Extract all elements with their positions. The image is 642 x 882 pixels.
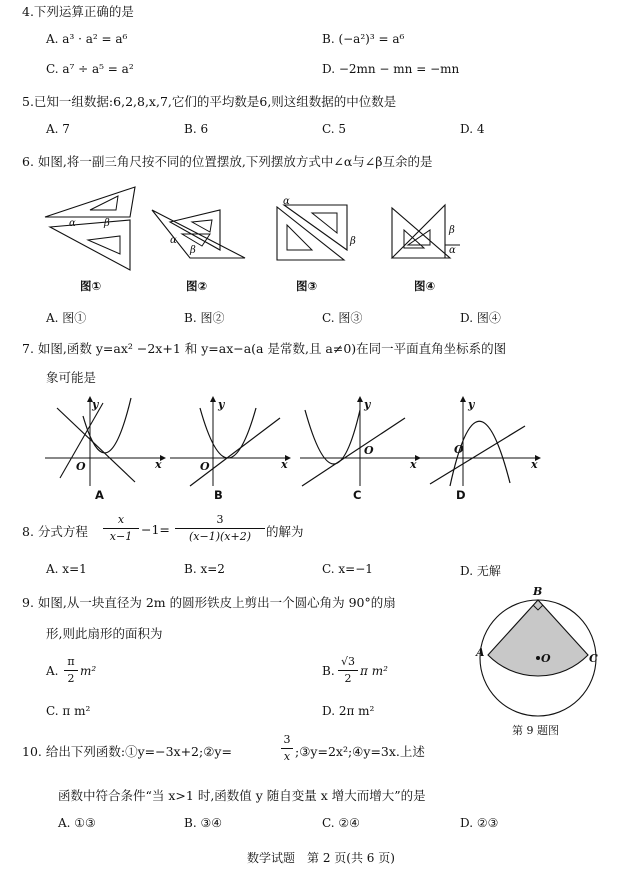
q7-graph-c-label: C xyxy=(353,488,362,502)
q8-frac2-num: 3 xyxy=(216,513,224,526)
q8-frac2-bar xyxy=(175,528,265,529)
q6-fig3-beta: β xyxy=(350,236,356,247)
q9-figure xyxy=(478,598,598,718)
q8-frac2-den: (x−1)(x+2) xyxy=(188,530,251,543)
q6-fig2-beta: β xyxy=(190,245,196,256)
q9-fig-label-c: C xyxy=(589,652,598,665)
q7-b-y-label: y xyxy=(218,398,225,411)
q7-b-x-label: x xyxy=(281,458,288,471)
q4-option-a: A. a³ · a² = a⁶ xyxy=(46,32,128,46)
q10-frac-num: 3 xyxy=(283,733,291,746)
q9-fig-label-b: B xyxy=(533,585,543,598)
q6-fig2-caption: 图② xyxy=(186,279,208,293)
q10-line2: 函数中符合条件“当 x>1 时,函数值 y 随自变量 x 增大而增大”的是 xyxy=(58,788,426,803)
q9-option-a-num: π xyxy=(67,655,75,668)
q7-a-origin: O xyxy=(76,460,86,473)
q5-option-b: B. 6 xyxy=(184,122,209,136)
q9-stem-line2: 形,则此扇形的面积为 xyxy=(46,626,163,641)
q7-d-x-label: x xyxy=(531,458,538,471)
q6-fig4-caption: 图④ xyxy=(414,279,436,293)
q6-fig1-beta: β xyxy=(104,218,110,229)
q6-figure-4 xyxy=(390,200,470,260)
q7-c-y-label: y xyxy=(364,398,371,411)
q7-graph-d-label: D xyxy=(456,488,466,502)
q7-graph-d xyxy=(420,398,540,488)
q9-fig-caption: 第 9 题图 xyxy=(512,724,559,737)
q6-fig3-alpha: α xyxy=(283,196,290,207)
q7-a-y-label: y xyxy=(92,398,99,411)
q10-frac-bar xyxy=(281,748,293,749)
q8-option-d: D. 无解 xyxy=(460,564,501,578)
q10-stem-suffix: ;③y=2x²;④y=3x.上述 xyxy=(295,744,425,759)
q10-frac-den: x xyxy=(283,750,291,763)
q9-fig-label-o: O xyxy=(541,652,551,665)
q5-option-c: C. 5 xyxy=(322,122,347,136)
q8-frac1-bar xyxy=(103,528,139,529)
q10-option-c: C. ②④ xyxy=(322,816,360,830)
q9-option-b-bar xyxy=(338,670,358,671)
q4-option-c: C. a⁷ ÷ a⁵ = a² xyxy=(46,62,134,76)
q4-stem: 4.下列运算正确的是 xyxy=(22,4,134,19)
page-footer: 数学试题 第 2 页(共 6 页) xyxy=(247,851,395,865)
q6-stem: 6. 如图,将一副三角尺按不同的位置摆放,下列摆放方式中∠α与∠β互余的是 xyxy=(22,154,433,169)
q5-option-a: A. 7 xyxy=(46,122,70,136)
q6-fig1-caption: 图① xyxy=(80,279,102,293)
q8-option-c: C. x=−1 xyxy=(322,562,373,576)
q8-option-b: B. x=2 xyxy=(184,562,225,576)
q6-fig4-beta: β xyxy=(449,225,455,236)
q6-option-d: D. 图④ xyxy=(460,311,501,325)
q6-fig3-caption: 图③ xyxy=(296,279,318,293)
q8-frac1-den: x−1 xyxy=(109,530,133,543)
q5-option-d: D. 4 xyxy=(460,122,485,136)
q7-graph-a-label: A xyxy=(95,488,104,502)
q4-option-d: D. −2mn − mn = −mn xyxy=(322,62,460,76)
q8-stem-suffix: 的解为 xyxy=(266,524,304,539)
q6-figure-1 xyxy=(40,182,140,262)
q8-frac1-num: x xyxy=(117,513,125,526)
q6-option-b: B. 图② xyxy=(184,311,225,325)
q6-figure-2 xyxy=(150,200,250,270)
q9-option-b-den: 2 xyxy=(344,672,352,685)
q6-fig1-alpha: α xyxy=(69,218,76,229)
q7-stem-line2: 象可能是 xyxy=(46,370,97,385)
q6-fig4-alpha: α xyxy=(449,245,456,256)
q6-option-a: A. 图① xyxy=(46,311,87,325)
q9-option-a-den: 2 xyxy=(67,672,75,685)
q7-c-x-label: x xyxy=(410,458,417,471)
q7-d-y-label: y xyxy=(468,398,475,411)
q8-stem-prefix: 8. 分式方程 xyxy=(22,524,88,539)
q7-graph-b-label: B xyxy=(214,488,223,502)
q10-option-b: B. ③④ xyxy=(184,816,222,830)
q10-option-d: D. ②③ xyxy=(460,816,499,830)
q9-option-b-unit: π m² xyxy=(360,664,388,678)
q8-option-a: A. x=1 xyxy=(46,562,87,576)
q9-fig-label-a: A xyxy=(476,646,485,659)
q9-stem-line1: 9. 如图,从一块直径为 2m 的圆形铁皮上剪出一个圆心角为 90°的扇 xyxy=(22,595,396,610)
q9-option-a-prefix: A. xyxy=(46,664,59,678)
q8-minus-one-eq: −1= xyxy=(141,522,170,537)
q7-graph-b xyxy=(170,398,290,488)
q7-graph-a xyxy=(45,398,165,488)
q9-option-a-unit: m² xyxy=(80,664,97,678)
q7-a-x-label: x xyxy=(155,458,162,471)
q10-stem-prefix: 10. 给出下列函数:①y=−3x+2;②y= xyxy=(22,744,232,759)
q6-fig2-alpha: α xyxy=(170,235,177,246)
q9-option-b-num: √3 xyxy=(340,655,355,668)
q9-option-b-prefix: B. xyxy=(322,664,335,678)
q7-graph-c xyxy=(300,398,420,488)
q7-b-origin: O xyxy=(200,460,210,473)
q7-d-origin: O xyxy=(454,443,464,456)
q7-stem-line1: 7. 如图,函数 y=ax² −2x+1 和 y=ax−a(a 是常数,且 a≠0)在同一平面直角坐标系的图 xyxy=(22,341,507,356)
q7-c-origin: O xyxy=(364,444,374,457)
q9-option-c: C. π m² xyxy=(46,704,91,718)
q10-option-a: A. ①③ xyxy=(58,816,96,830)
q4-option-b: B. (−a²)³ = a⁶ xyxy=(322,32,405,46)
q6-option-c: C. 图③ xyxy=(322,311,363,325)
q9-option-d: D. 2π m² xyxy=(322,704,375,718)
q9-option-a-bar xyxy=(64,670,78,671)
q5-stem: 5.已知一组数据:6,2,8,x,7,它们的平均数是6,则这组数据的中位数是 xyxy=(22,94,397,109)
